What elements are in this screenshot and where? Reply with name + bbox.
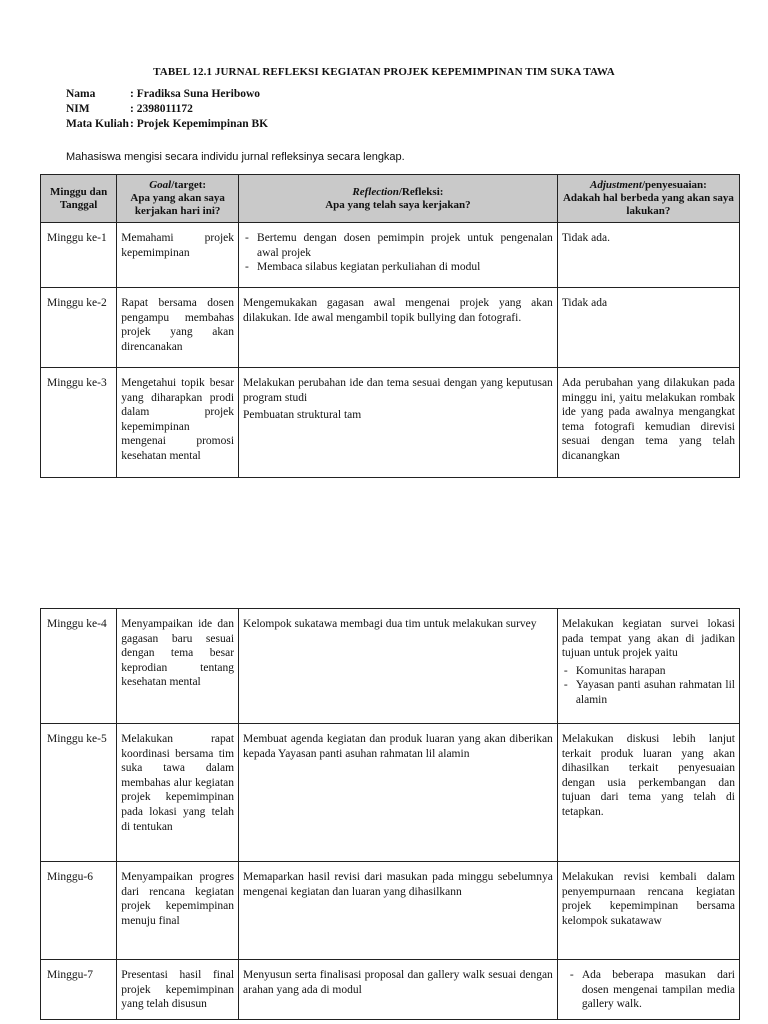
header-adjustment [557,175,739,223]
goal-cell: Menyampaikan progres dari rencana kegiatan projek kepemimpinan menuju final [117,862,239,960]
header-goal-rest: /target: [171,179,207,191]
adjustment-paragraph: Melakukan kegiatan survei lokasi pada tempat yang akan di jadikan tujuan untuk projek yaitu [561,618,735,660]
header-adjustment-sub: Adakah hal berbeda yang akan saya lakukan? [562,192,734,217]
week-cell: Minggu-7 [41,960,117,1020]
reflection-cell [239,368,558,478]
info-row-nim [66,102,268,117]
list-item: - Bertemu dengan dosen pemimpin projek untuk pengenalan awal projek [243,231,553,260]
header-reflection-rest: /Refleksi: [398,185,444,198]
reflection-paragraph: Melakukan perubahan ide dan tema sesuai dengan yang keputusan program studi [243,377,553,404]
header-reflection-sub: Apa yang telah saya kerjakan? [325,198,471,211]
adjustment-cell: Tidak ada [557,288,739,368]
adjustment-list [562,968,735,1012]
list-item: - Membaca silabus kegiatan perkuliahan di modul [243,260,553,275]
info-value: : 2398011172 [130,103,193,115]
table-row [41,862,740,960]
reflection-cell: Mengemukakan gagasan awal mengenai projek yang akan dilakukan. Ide awal mengambil topik bullying dan fotografi. [239,288,558,368]
info-label: Mata Kuliah [66,118,129,130]
info-label: NIM [66,103,90,115]
goal-cell: Melakukan rapat koordinasi bersama tim suka tawa dalam membahas alur kegiatan projek kepemimpinan pada lokasi yang telah di tentukan [117,724,239,862]
goal-cell: Menyampaikan ide dan gagasan baru sesuai dengan tema besar keprodian tentang kesehatan mental [117,609,239,724]
list-item: - Yayasan panti asuhan rahmatan lil alamin [562,678,735,707]
table-row [41,223,740,288]
header-goal-sub: Apa yang akan saya kerjakan hari ini? [130,192,225,217]
info-row-course [66,117,268,132]
goal-cell: Presentasi hasil final projek kepemimpinan yang telah disusun [117,960,239,1020]
adjustment-cell [557,960,739,1020]
adjustment-cell: Melakukan diskusi lebih lanjut terkait produk luaran yang akan dihasilkan terkait penyesuaian dengan usia perkembangan dan tujuan dari tema yang telah di tetapkan. [557,724,739,862]
reflection-cell: Membuat agenda kegiatan dan produk luaran yang akan diberikan kepada Yayasan panti asuhan rahmatan lil alamin [239,724,558,862]
table-header-row [41,175,740,223]
info-value: : Fradiksa Suna Heribowo [130,88,261,100]
week-cell: Minggu-6 [41,862,117,960]
list-item: - Ada beberapa masukan dari dosen mengenai tampilan media gallery walk. [562,968,735,1012]
week-cell: Minggu ke-3 [41,368,117,478]
header-goal [117,175,239,223]
week-cell: Minggu ke-1 [41,223,117,288]
header-adjustment-rest: /penyesuaian: [641,179,707,191]
header-week [41,175,117,223]
table-row [41,960,740,1020]
goal-cell: Mengetahui topik besar yang diharapkan prodi dalam projek kepemimpinan mengenai promosi kesehatan mental [117,368,239,478]
document-title: TABEL 12.1 JURNAL REFLEKSI KEGIATAN PROJEK KEPEMIMPINAN TIM SUKA TAWA [153,66,615,78]
table-row [41,368,740,478]
week-cell: Minggu ke-5 [41,724,117,862]
goal-cell: Rapat bersama dosen pengampu membahas projek yang akan direncanakan [117,288,239,368]
goal-cell: Memahami projek kepemimpinan [117,223,239,288]
adjustment-list [562,664,735,708]
info-value: : Projek Kepemimpinan BK [130,118,269,130]
header-adjustment-italic: Adjustment [590,179,642,191]
reflection-cell: Menyusun serta finalisasi proposal dan gallery walk sesuai dengan arahan yang ada di modul [239,960,558,1020]
adjustment-cell: Tidak ada. [557,223,739,288]
adjustment-cell [557,609,739,724]
header-reflection-italic: Reflection [352,185,399,198]
reflection-list [243,231,553,275]
week-cell: Minggu ke-4 [41,609,117,724]
reflection-paragraph: Pembuatan struktural tam [243,409,362,422]
reflection-cell [239,223,558,288]
reflection-table-part1 [40,174,740,478]
table-row [41,288,740,368]
header-week-text: Minggu dan Tanggal [50,185,108,211]
student-info [66,87,268,132]
info-label: Nama [66,88,96,100]
header-reflection [239,175,558,223]
reflection-cell: Kelompok sukatawa membagi dua tim untuk melakukan survey [239,609,558,724]
header-goal-italic: Goal [149,179,172,191]
week-cell: Minggu ke-2 [41,288,117,368]
list-item: - Komunitas harapan [562,664,735,679]
table-row [41,724,740,862]
instruction-text: Mahasiswa mengisi secara individu jurnal refleksinya secara lengkap. [66,151,405,163]
reflection-table-part2 [40,608,740,1020]
info-row-name [66,87,268,102]
adjustment-cell: Ada perubahan yang dilakukan pada minggu ini, yaitu melakukan rombak ide yang pada awalnya mengangkat tema fotografi kemudian direvisi sesuai dengan tema yang telah dicanangkan [557,368,739,478]
adjustment-cell: Melakukan revisi kembali dalam penyempurnaan rencana kegiatan projek kepemimpinan bersama kelompok sukatawaw [557,862,739,960]
table-row [41,609,740,724]
reflection-cell: Memaparkan hasil revisi dari masukan pada minggu sebelumnya mengenai kegiatan dan luaran yang dihasilkann [239,862,558,960]
